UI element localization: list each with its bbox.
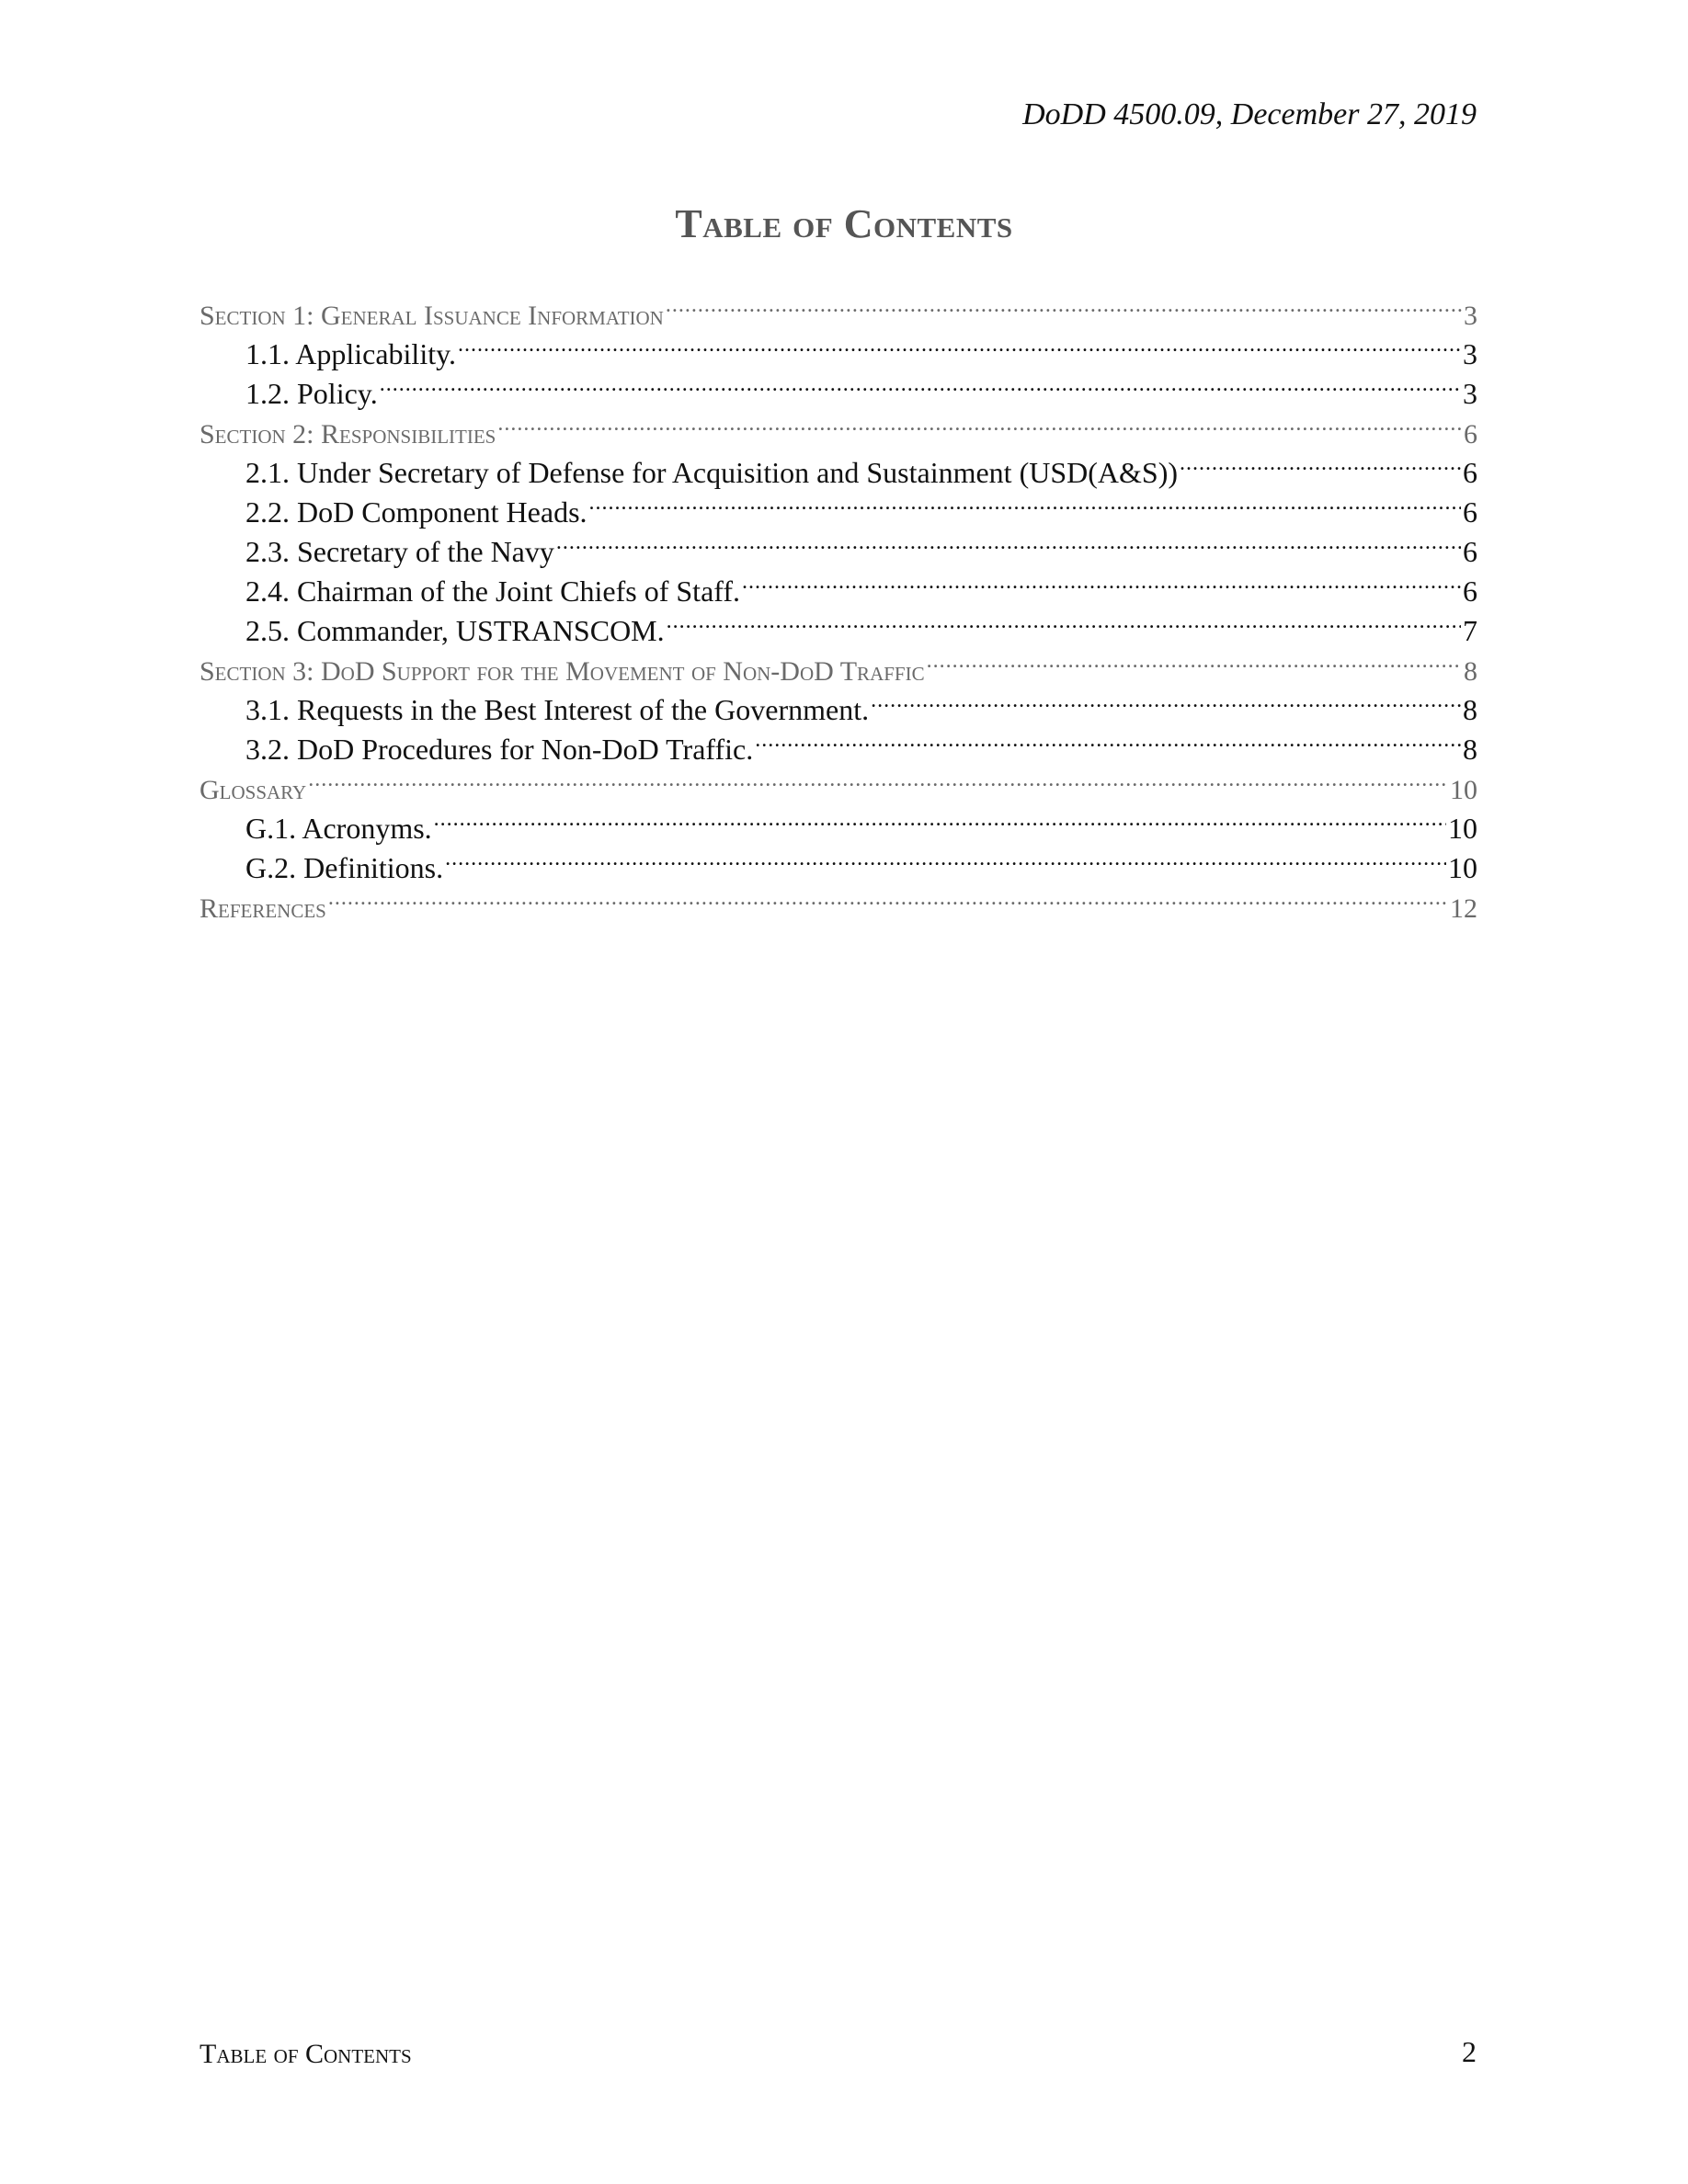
dot-leader bbox=[380, 364, 1461, 404]
dot-leader bbox=[755, 720, 1461, 759]
toc-page-number: 6 bbox=[1463, 535, 1477, 568]
toc-page-number: 10 bbox=[1450, 775, 1477, 805]
toc-entry-label: 1.2. Policy. bbox=[245, 377, 378, 410]
toc-page-number: 10 bbox=[1448, 851, 1477, 884]
dot-leader bbox=[434, 799, 1446, 838]
toc-page-number: 12 bbox=[1450, 893, 1477, 924]
toc-item-acronyms[interactable] bbox=[200, 799, 1477, 845]
toc-entry-label: 3.2. DoD Procedures for Non-DoD Traffic. bbox=[245, 733, 754, 766]
dot-leader bbox=[328, 878, 1448, 917]
toc-page-number: 8 bbox=[1463, 693, 1477, 726]
toc-page-number: 3 bbox=[1464, 301, 1477, 331]
toc-entry-label: 2.3. Secretary of the Navy bbox=[245, 535, 554, 568]
toc-section-references[interactable] bbox=[200, 878, 1477, 924]
toc-entry-label: Section 2: Responsibilities bbox=[200, 419, 496, 449]
dot-leader bbox=[742, 562, 1461, 601]
dot-leader bbox=[666, 285, 1462, 324]
toc-entry-label: Section 3: DoD Support for the Movement of Non-DoD Traffic bbox=[200, 656, 925, 687]
toc-entry-label: G.2. Definitions. bbox=[245, 851, 444, 884]
toc-entry-label: G.1. Acronyms. bbox=[245, 812, 432, 845]
toc-page-number: 8 bbox=[1464, 656, 1477, 687]
dot-leader bbox=[667, 601, 1461, 641]
toc-entry-label: 1.1. Applicability. bbox=[245, 337, 457, 370]
toc-entry-label: 3.1. Requests in the Best Interest of the Government. bbox=[245, 693, 870, 726]
toc-entry-label: 2.1. Under Secretary of Defense for Acquisition and Sustainment (USD(A&S)) bbox=[245, 456, 1178, 489]
toc-section-1[interactable] bbox=[200, 285, 1477, 331]
dot-leader bbox=[1180, 443, 1461, 483]
toc-entry-label: 2.4. Chairman of the Joint Chiefs of Staff. bbox=[245, 574, 740, 608]
toc-entry-label: 2.5. Commander, USTRANSCOM. bbox=[245, 614, 665, 647]
document-reference-header: DoDD 4500.09, December 27, 2019 bbox=[1022, 97, 1477, 131]
toc-page-number: 6 bbox=[1463, 456, 1477, 489]
toc-entry-label: 2.2. DoD Component Heads. bbox=[245, 495, 587, 529]
toc-page-number: 6 bbox=[1464, 419, 1477, 449]
dot-leader bbox=[556, 522, 1461, 562]
toc-item-policy[interactable] bbox=[200, 364, 1477, 410]
toc-entry-label: Glossary bbox=[200, 775, 307, 805]
dot-leader bbox=[445, 838, 1446, 878]
toc-page-number: 3 bbox=[1463, 377, 1477, 410]
dot-leader bbox=[458, 324, 1461, 364]
toc-page-number: 6 bbox=[1463, 574, 1477, 608]
dot-leader bbox=[589, 483, 1461, 522]
table-of-contents bbox=[200, 285, 1477, 924]
toc-page-number: 3 bbox=[1463, 337, 1477, 370]
dot-leader bbox=[497, 404, 1462, 443]
footer-page-number: 2 bbox=[1462, 2035, 1477, 2068]
footer-section-name: Table of Contents bbox=[200, 2039, 412, 2069]
dot-leader bbox=[871, 680, 1461, 720]
toc-entry-label: References bbox=[200, 893, 326, 924]
toc-title: Table of Contents bbox=[675, 201, 1013, 246]
dot-leader bbox=[308, 759, 1448, 799]
toc-entry-label: Section 1: General Issuance Information bbox=[200, 301, 664, 331]
dot-leader bbox=[927, 641, 1462, 680]
toc-page-number: 10 bbox=[1448, 812, 1477, 845]
toc-page-number: 7 bbox=[1463, 614, 1477, 647]
toc-section-glossary[interactable] bbox=[200, 759, 1477, 805]
toc-section-2[interactable] bbox=[200, 404, 1477, 449]
toc-page-number: 8 bbox=[1463, 733, 1477, 766]
toc-page-number: 6 bbox=[1463, 495, 1477, 529]
